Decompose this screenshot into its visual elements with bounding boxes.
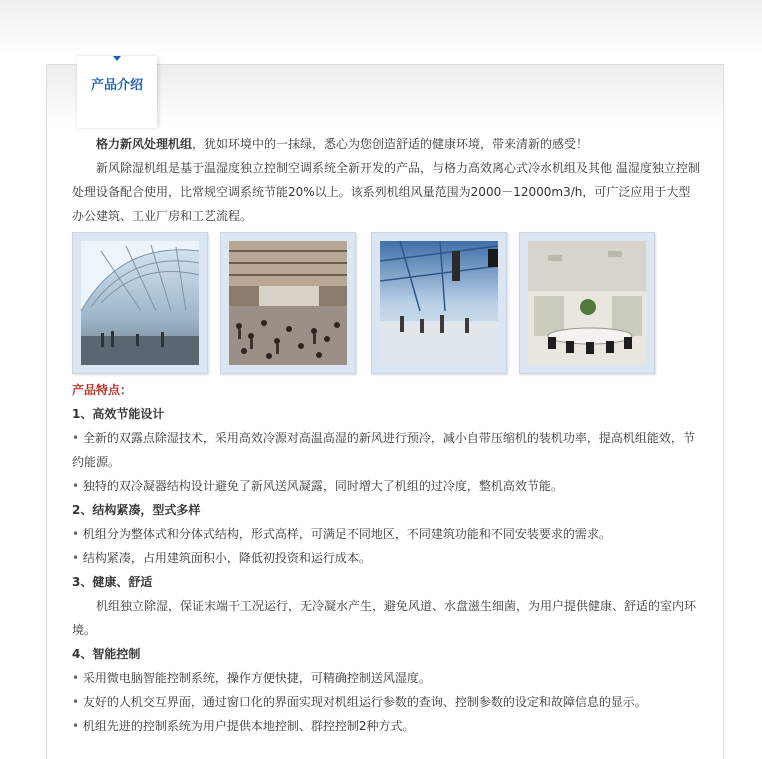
terminal-hall-image bbox=[81, 241, 199, 365]
section-3-paragraph: 机组独立除湿，保证末端干工况运行，无冷凝水产生，避免风道、水盘滋生细菌，为用户提供健康、舒适的室内环境。 bbox=[72, 599, 697, 637]
intro-section bbox=[72, 132, 702, 228]
photo-strip bbox=[72, 232, 656, 376]
top-shadow bbox=[0, 0, 762, 60]
section-2-bullet-1: • 机组分为整体式和分体式结构，形式高样，可满足不同地区，不同建筑功能和不同安装要求的需求。 bbox=[72, 522, 702, 546]
intro-paragraph-1 bbox=[72, 132, 702, 156]
meeting-room-image bbox=[528, 241, 646, 365]
section-4-bullet-3: • 机组先进的控制系统为用户提供本地控制、群控控制2种方式。 bbox=[72, 714, 702, 738]
section-2-bullet-2: • 结构紧凑，占用建筑面积小，降低初投资和运行成本。 bbox=[72, 546, 702, 570]
tab-arrow-icon bbox=[113, 56, 121, 61]
station-crowd-image bbox=[229, 241, 347, 365]
section-2-title: 2、结构紧凑，型式多样 bbox=[72, 503, 201, 517]
features-section bbox=[72, 378, 702, 738]
section-3-title: 3、健康、舒适 bbox=[72, 575, 153, 589]
section-4-title: 4、智能控制 bbox=[72, 647, 141, 661]
features-title: 产品特点： bbox=[72, 383, 133, 397]
photo-terminal-hall bbox=[72, 232, 208, 374]
section-1-bullet-2: • 独特的双冷凝器结构设计避免了新风送风凝露，同时增大了机组的过冷度，整机高效节能。 bbox=[72, 474, 702, 498]
tab-label: 产品介绍 bbox=[90, 78, 143, 93]
intro-paragraph-2: 新风除湿机组是基于温湿度独立控制空调系统全新开发的产品，与格力高效离心式冷水机组及其他 温湿度独立控制处理设备配合使用，比常规空调系统节能20%以上。该系列机组风量范围为2000－12000m3/h，可广泛应用于大型办公建筑、工业厂房和工艺流程。 bbox=[72, 161, 700, 223]
airport-concourse-image bbox=[380, 241, 498, 365]
section-4-bullet-1: • 采用微电脑智能控制系统，操作方便快捷，可精确控制送风湿度。 bbox=[72, 666, 702, 690]
intro-rest: ，犹如环境中的一抹绿，悉心为您创造舒适的健康环境，带来清新的感受！ bbox=[192, 137, 589, 151]
tab-product-intro[interactable] bbox=[77, 56, 157, 128]
intro-bold: 格力新风处理机组 bbox=[96, 137, 193, 151]
photo-meeting-room bbox=[519, 232, 655, 374]
photo-airport-concourse bbox=[371, 232, 507, 374]
section-4-bullet-2: • 友好的人机交互界面，通过窗口化的界面实现对机组运行参数的查询、控制参数的设定和故障信息的显示。 bbox=[72, 690, 702, 714]
section-1-title: 1、高效节能设计 bbox=[72, 407, 165, 421]
photo-station-crowd bbox=[220, 232, 356, 374]
section-1-bullet-1: • 全新的双露点除湿技术，采用高效冷源对高温高湿的新风进行预冷，减小自带压缩机的装机功率，提高机组能效，节约能源。 bbox=[72, 426, 702, 474]
